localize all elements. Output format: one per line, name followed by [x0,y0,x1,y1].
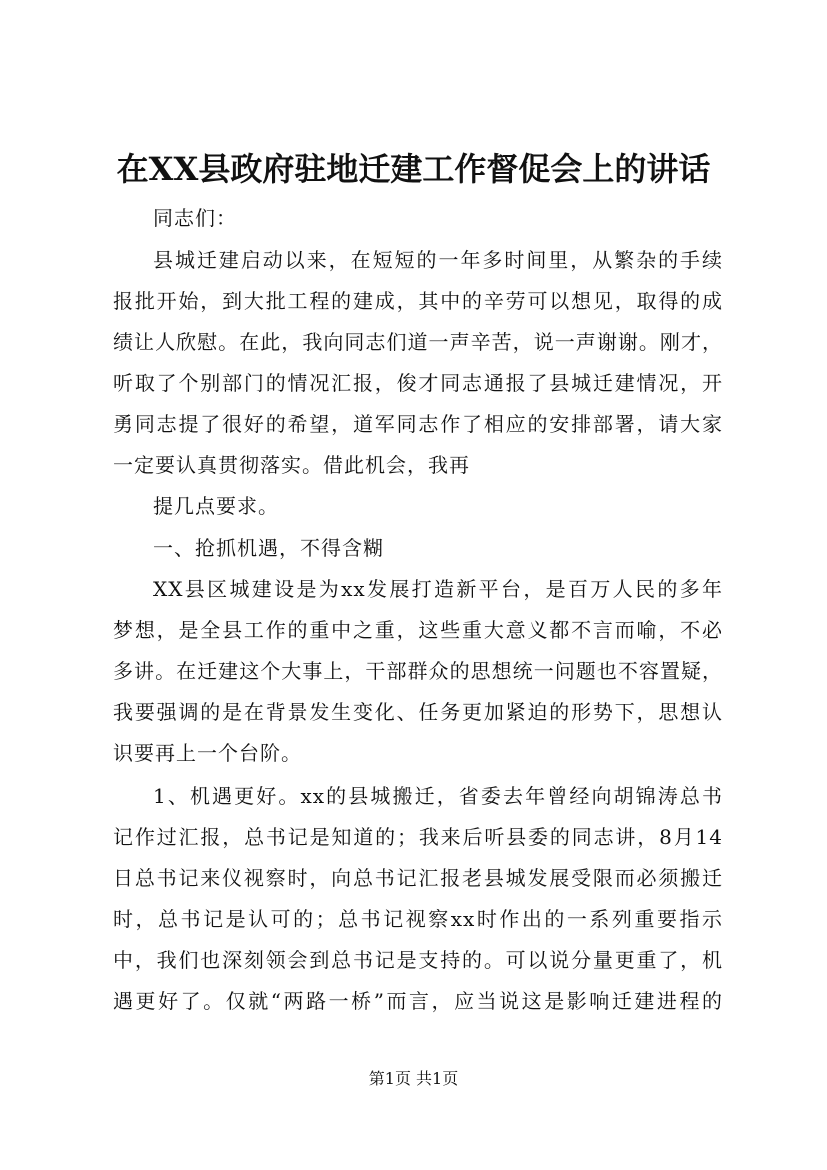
paragraph-line: 梦想，是全县工作的重中之重，这些重大意义都不言而喻，不必 [113,618,723,642]
paragraph-line-salutation: 同志们： [153,206,237,230]
document-title: 在XX县政府驻地迁建工作督促会上的讲话 [116,150,711,188]
paragraph-line: 县城迁建启动以来，在短短的一年多时间里，从繁杂的手续 [153,248,723,272]
paragraph-line: 我要强调的是在背景发生变化、任务更加紧迫的形势下，思想认 [113,700,723,724]
paragraph-line: 提几点要求。 [153,494,279,518]
paragraph-line: 遇更好了。仅就“两路一桥”而言，应当说这是影响迁建进程的 [113,989,723,1013]
paragraph-line: 勇同志提了很好的希望，道军同志作了相应的安排部署，请大家 [113,412,723,436]
paragraph-line: 日总书记来仪视察时，向总书记汇报老县城发展受限而必须搬迁 [113,866,723,890]
paragraph-line: 中，我们也深刻领会到总书记是支持的。可以说分量更重了，机 [113,948,723,972]
paragraph-line: 识要再上一个台阶。 [113,741,302,765]
paragraph-line: XX县区城建设是为xx发展打造新平台，是百万人民的多年 [153,577,723,601]
paragraph-line: 记作过汇报，总书记是知道的；我来后听县委的同志讲，8月14 [113,825,723,849]
paragraph-line: 1、机遇更好。xx的县城搬迁，省委去年曾经向胡锦涛总书 [153,784,723,808]
paragraph-line: 时，总书记是认可的；总书记视察xx时作出的一系列重要指示 [113,907,723,931]
page-footer: 第1页 共1页 [368,1069,459,1088]
section-heading: 一、抢抓机遇，不得含糊 [153,536,384,560]
paragraph-line: 一定要认真贯彻落实。借此机会，我再 [113,453,470,477]
paragraph-line: 多讲。在迁建这个大事上，干部群众的思想统一问题也不容置疑， [113,659,723,683]
paragraph-line: 绩让人欣慰。在此，我向同志们道一声辛苦，说一声谢谢。刚才， [113,330,723,354]
paragraph-line: 听取了个别部门的情况汇报，俊才同志通报了县城迁建情况，开 [113,371,723,395]
paragraph-line: 报批开始，到大批工程的建成，其中的辛劳可以想见，取得的成 [113,289,723,313]
